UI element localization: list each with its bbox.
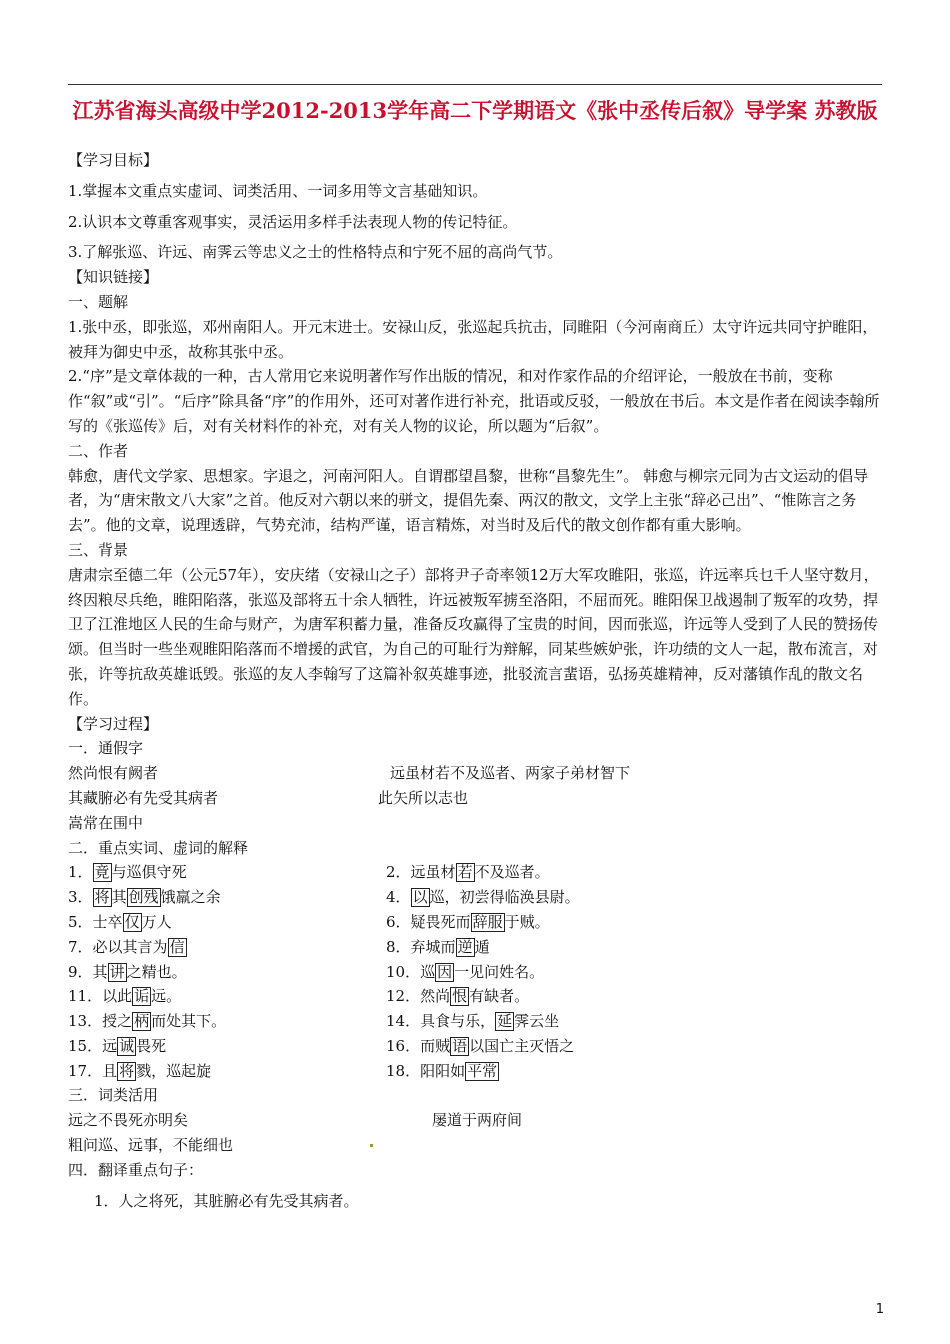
- goal-item: 3.了解张巡、许远、南霁云等忠义之士的性格特点和宁死不屈的高尚气节。: [68, 243, 563, 262]
- two-column-row: [68, 761, 884, 786]
- boxed-word: 以: [412, 888, 428, 907]
- vocab-item: [68, 1034, 386, 1059]
- page-number: 1: [875, 1302, 884, 1317]
- boxed-word: 柄: [134, 1012, 150, 1031]
- item-text: 之精也。: [126, 962, 187, 981]
- item-text: 畏死: [136, 1036, 167, 1055]
- boxed-word: 仅: [124, 912, 140, 931]
- vocab-grid: [68, 860, 884, 1083]
- section-heading: 四．翻译重点句子：: [68, 1160, 204, 1179]
- example-right: 此矢所以志也: [378, 788, 469, 807]
- section-heading: 三、背景: [68, 540, 129, 559]
- boxed-word: 辞服: [472, 912, 503, 931]
- boxed-word: 延: [497, 1012, 513, 1031]
- paragraph: 1.张中丞，即张巡，邓州南阳人。开元末进士。安禄山反，张巡起兵抗击，同睢阳（今河南商丘）太守许远共同守护睢阳，被拜为御史中丞，故称其张中丞。: [68, 317, 878, 361]
- vocab-item: [68, 910, 386, 935]
- vocab-item: [386, 1009, 884, 1034]
- item-text: 巡，初尝得临涣县尉。: [429, 888, 580, 907]
- boxed-word: 平常: [467, 1061, 498, 1080]
- translation-item: 1．人之将死，其脏腑必有先受其病者。: [94, 1191, 359, 1210]
- item-number: 5．: [68, 912, 93, 931]
- goals-heading: 【学习目标】: [68, 151, 159, 169]
- boxed-word: 讲: [109, 962, 125, 981]
- vocab-item: [68, 860, 386, 885]
- item-text: 其: [92, 962, 108, 981]
- item-text: 以此: [102, 987, 133, 1006]
- vocab-item: [386, 1059, 884, 1084]
- header-rule: [68, 84, 882, 85]
- boxed-word: 诟: [134, 987, 150, 1006]
- item-text: 霁云坐: [514, 1012, 560, 1031]
- item-number: 6．: [386, 912, 411, 931]
- boxed-word: 竟: [94, 863, 110, 882]
- item-number: 17．: [68, 1061, 103, 1080]
- vocab-item: [386, 885, 884, 910]
- section-heading: 一．通假字: [68, 739, 144, 758]
- item-number: 18．: [386, 1061, 421, 1080]
- item-text: 阳阳如: [420, 1061, 466, 1080]
- item-number: 8．: [386, 937, 411, 956]
- boxed-word: 诚: [119, 1036, 135, 1055]
- paragraph: 唐肃宗至德二年（公元57年），安庆绪（安禄山之子）部将尹子奇率领12万大军攻睢阳，张巡，许远率兵乜千人坚守数月，终因粮尽兵绝，睢阳陷落，张巡及部将五十余人牺牲，许远被叛军掳至洛阳，不屈而死。睢阳保卫战遏制了叛军的攻势，捍卫了江淮地区人民的生命与财产，为唐军积蓄力量，准备反攻赢得了宝贵的时间，因而张巡，许远等人受到了人民的赞扬传颂。但当时一些坐观睢阳陷落而不增援的武官，为自己的可耻行为辩解，同某些嫉妒张，许功绩的文人一起，散布流言，对张，许等抗敌英雄诋毁。张巡的友人李翰写了这篇补叙英雄事迹，批驳流言蜚语，弘扬英雄精神，反对藩镇作乱的散文名作。: [68, 565, 879, 708]
- item-text: 其: [111, 888, 127, 907]
- item-number: 7．: [68, 937, 93, 956]
- two-column-row: [68, 1108, 884, 1133]
- item-text: 授之: [102, 1012, 133, 1031]
- item-text: 疑畏死而: [410, 912, 471, 931]
- section-heading: 二．重点实词、虚词的解释: [68, 838, 249, 857]
- item-text: 不及巡者。: [474, 863, 550, 882]
- item-text: 而贼: [420, 1036, 451, 1055]
- item-number: 13．: [68, 1012, 103, 1031]
- vocab-item: [68, 1009, 386, 1034]
- item-text: 遁: [474, 937, 490, 956]
- item-number: 16．: [386, 1036, 421, 1055]
- example-line: 粗问巡、远事，不能细也: [68, 1136, 234, 1155]
- document-title: 江苏省海头高级中学2012-2013学年高二下学期语文《张中丞传后叙》导学案 苏教版: [72, 98, 878, 123]
- process-heading: 【学习过程】: [68, 714, 159, 733]
- example-left: 其藏腑必有先受其病者: [68, 788, 219, 807]
- paragraph: 韩愈，唐代文学家、思想家。字退之，河南河阳人。自谓郡望昌黎，世称“昌黎先生”。 韩愈与柳宗元同为古文运动的倡导者，为“唐宋散文八大家”之首。他反对六朝以来的骈文，提倡先秦、两汉的散文，文学上主张“辞必己出”、“惟陈言之务去”。他的文章，说理透辟，气势充沛，结构严谨，语言精炼，对当时及后代的散文创作都有重大影响。: [68, 466, 869, 535]
- item-number: 3．: [68, 888, 93, 907]
- boxed-word: 恨: [452, 987, 468, 1006]
- boxed-word: 若: [457, 863, 473, 882]
- item-text: 远。: [151, 987, 182, 1006]
- item-number: 12．: [386, 987, 421, 1006]
- vocab-item: [68, 984, 386, 1009]
- item-text: 然尚: [420, 987, 451, 1006]
- item-text: 士卒: [92, 912, 123, 931]
- vocab-item: [386, 935, 884, 960]
- item-number: 14．: [386, 1012, 421, 1031]
- section-heading: 三．词类活用: [68, 1086, 159, 1105]
- item-text: 具食与乐，: [420, 1012, 496, 1031]
- boxed-word: 将: [94, 888, 110, 907]
- vocab-item: [68, 885, 386, 910]
- boxed-word: 因: [437, 962, 453, 981]
- item-number: 2．: [386, 863, 411, 882]
- item-number: 11．: [68, 987, 103, 1006]
- item-number: 10．: [386, 962, 421, 981]
- goal-item: 2.认识本文尊重客观事实，灵活运用多样手法表现人物的传记特征。: [68, 212, 518, 231]
- boxed-word: 创残: [128, 888, 159, 907]
- boxed-word: 信: [169, 937, 185, 956]
- item-text: 弃城而: [410, 937, 456, 956]
- item-text: 与巡俱守死: [111, 863, 187, 882]
- item-text: 远虽材: [410, 863, 456, 882]
- item-text: 饿羸之余: [160, 888, 221, 907]
- vocab-item: [68, 960, 386, 985]
- paragraph: 2.“序”是文章体裁的一种，古人常用它来说明著作写作出版的情况，和对作家作品的介绍评论，一般放在书前，变称作“叙”或“引”。“后序”除具备“序”的作用外，还可对著作进行补充，批语或反驳，一般放在书后。本文是作者在阅读李翰所写的《张巡传》后，对有关材料作的补充，对有关人物的议论，所以题为“后叙”。: [68, 367, 880, 435]
- vocab-item: [386, 1034, 884, 1059]
- example-right: 屡道于两府间: [432, 1111, 523, 1130]
- example-left: 然尚恨有阙者: [68, 764, 159, 783]
- item-text: 必以其言为: [92, 937, 168, 956]
- item-number: 9．: [68, 962, 93, 981]
- section-heading: 一、题解: [68, 292, 129, 311]
- item-number: 4．: [386, 888, 411, 907]
- item-text: 万人: [141, 912, 172, 931]
- vocab-item: [386, 984, 884, 1009]
- item-text: 而处其下。: [151, 1012, 227, 1031]
- vocab-item: [68, 935, 386, 960]
- item-text: 远: [102, 1036, 118, 1055]
- item-text: 有缺者。: [469, 987, 530, 1006]
- item-text: 一见问姓名。: [454, 962, 545, 981]
- document-body: [68, 148, 884, 1213]
- vocab-item: [386, 860, 884, 885]
- vocab-item: [386, 960, 884, 985]
- knowledge-heading: 【知识链接】: [68, 268, 159, 287]
- item-text: 巡: [420, 962, 436, 981]
- item-text: 且: [102, 1061, 118, 1080]
- boxed-word: 语: [452, 1036, 468, 1055]
- item-number: 15．: [68, 1036, 103, 1055]
- item-text: 戮，巡起旋: [136, 1061, 212, 1080]
- two-column-row: [68, 786, 884, 811]
- section-heading: 二、作者: [68, 441, 129, 460]
- vocab-item: [386, 910, 884, 935]
- vocab-item: [68, 1059, 386, 1084]
- example-right: 远虽材若不及巡者、两家子弟材智下: [390, 764, 631, 783]
- goal-item: 1.掌握本文重点实虚词、词类活用、一词多用等文言基础知识。: [68, 181, 488, 200]
- boxed-word: 将: [119, 1061, 135, 1080]
- example-line: 嵩常在围中: [68, 813, 144, 832]
- item-text: 于贼。: [504, 912, 550, 931]
- item-text: 以国亡主灭悟之: [469, 1036, 575, 1055]
- example-left: 远之不畏死亦明矣: [68, 1111, 189, 1130]
- item-number: 1．: [68, 863, 93, 882]
- boxed-word: 逆: [457, 937, 473, 956]
